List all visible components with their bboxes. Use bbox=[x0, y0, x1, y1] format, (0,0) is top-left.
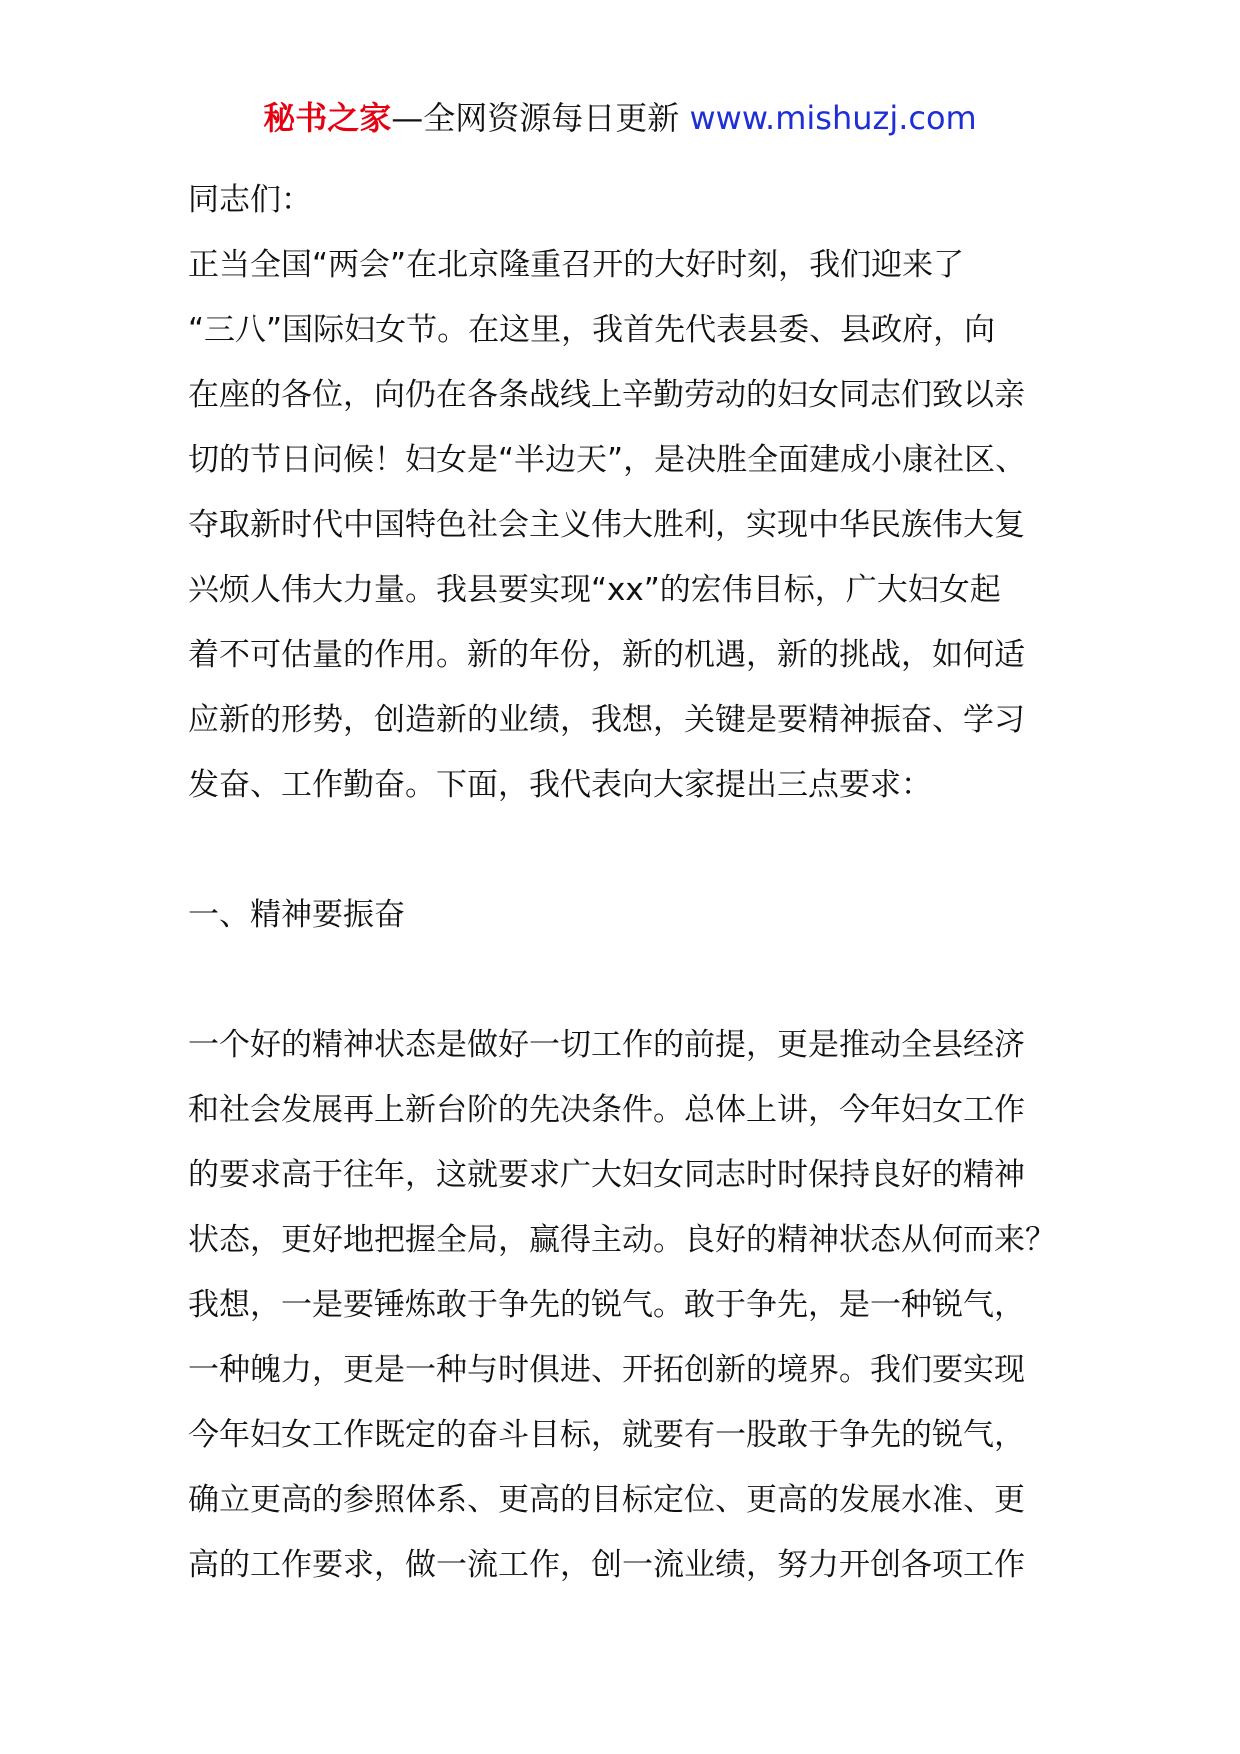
text-line: 的要求高于往年，这就要求广大妇女同志时时保持良好的精神 bbox=[188, 1157, 1025, 1193]
brand-name: 秘书之家 bbox=[263, 99, 392, 137]
document-body bbox=[188, 168, 1088, 1598]
text-line: 状态，更好地把握全局，赢得主动。良好的精神状态从何而来？ bbox=[188, 1222, 1056, 1258]
text-line: 一种魄力，更是一种与时俱进、开拓创新的境界。我们要实现 bbox=[188, 1352, 1025, 1388]
header-tagline: —全网资源每日更新 bbox=[391, 99, 690, 137]
section-heading: 一、精神要振奋 bbox=[188, 897, 405, 933]
text-line: 着不可估量的作用。新的年份，新的机遇，新的挑战，如何适 bbox=[188, 637, 1025, 673]
text-line: 确立更高的参照体系、更高的目标定位、更高的发展水准、更 bbox=[188, 1482, 1025, 1518]
text-line: 发奋、工作勤奋。下面，我代表向大家提出三点要求： bbox=[188, 767, 932, 803]
text-line: 切的节日问候！妇女是“半边天”，是决胜全面建成小康社区、 bbox=[188, 442, 1027, 478]
text-line: 兴烦人伟大力量。我县要实现“xx”的宏伟目标，广大妇女起 bbox=[188, 572, 1001, 608]
text-line: 和社会发展再上新台阶的先决条件。总体上讲，今年妇女工作 bbox=[188, 1092, 1025, 1128]
text-line: 一个好的精神状态是做好一切工作的前提，更是推动全县经济 bbox=[188, 1027, 1025, 1063]
spacer bbox=[188, 818, 1088, 883]
site-header bbox=[0, 96, 1240, 140]
text-line: 高的工作要求，做一流工作，创一流业绩，努力开创各项工作 bbox=[188, 1547, 1025, 1583]
text-line: 夺取新时代中国特色社会主义伟大胜利，实现中华民族伟大复 bbox=[188, 507, 1025, 543]
text-line: 在座的各位，向仍在各条战线上辛勤劳动的妇女同志们致以亲 bbox=[188, 377, 1025, 413]
text-line: 正当全国“两会”在北京隆重召开的大好时刻，我们迎来了 bbox=[188, 247, 965, 283]
text-line: 今年妇女工作既定的奋斗目标，就要有一股敢于争先的锐气， bbox=[188, 1417, 1025, 1453]
site-url-link[interactable]: www.mishuzj.com bbox=[689, 99, 977, 137]
text-line: 应新的形势，创造新的业绩，我想，关键是要精神振奋、学习 bbox=[188, 702, 1025, 738]
spacer bbox=[188, 948, 1088, 1013]
text-line: “三八”国际妇女节。在这里，我首先代表县委、县政府，向 bbox=[188, 312, 996, 348]
salutation: 同志们： bbox=[188, 182, 312, 218]
intro-paragraph bbox=[188, 233, 1088, 818]
section1-paragraph bbox=[188, 1013, 1088, 1598]
text-line: 我想，一是要锤炼敢于争先的锐气。敢于争先，是一种锐气， bbox=[188, 1287, 1025, 1323]
